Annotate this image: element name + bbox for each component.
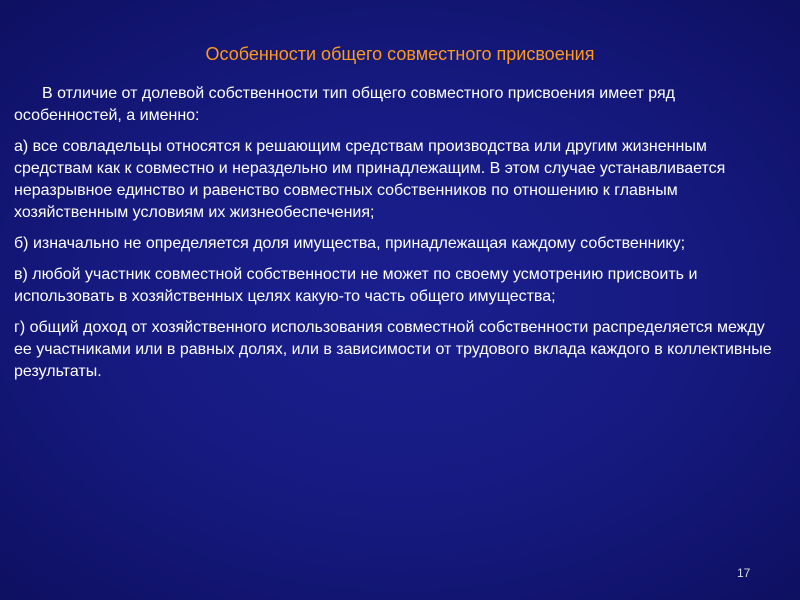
list-item-a: а) все совладельцы относятся к решающим средствам производства или другим жизненным средствам как к совместно и нераздельно им принадлежащим. В этом случае устанавливается неразрывное единство и равенство совместных собственников по отношению к главным хозяйственным условиям их жизнеобеспечения; xyxy=(14,138,726,221)
list-item-b: б) изначально не определяется доля имущества, принадлежащая каждому собственнику; xyxy=(14,235,686,252)
slide-body xyxy=(14,83,784,392)
list-item-c: в) любой участник совместной собственности не может по своему усмотрению присвоить и использовать в хозяйственных целях какую-то часть общего имущества; xyxy=(14,266,698,305)
page-number: 17 xyxy=(737,566,751,580)
list-item-d: г) общий доход от хозяйственного использования совместной собственности распределяется между ее участниками или в равных долях, или в зависимости от трудового вклада каждого в коллективные результаты. xyxy=(14,319,772,380)
slide-title: Особенности общего совместного присвоения xyxy=(205,44,595,64)
intro-paragraph: В отличие от долевой собственности тип общего совместного присвоения имеет ряд особенностей, а именно: xyxy=(14,85,675,124)
